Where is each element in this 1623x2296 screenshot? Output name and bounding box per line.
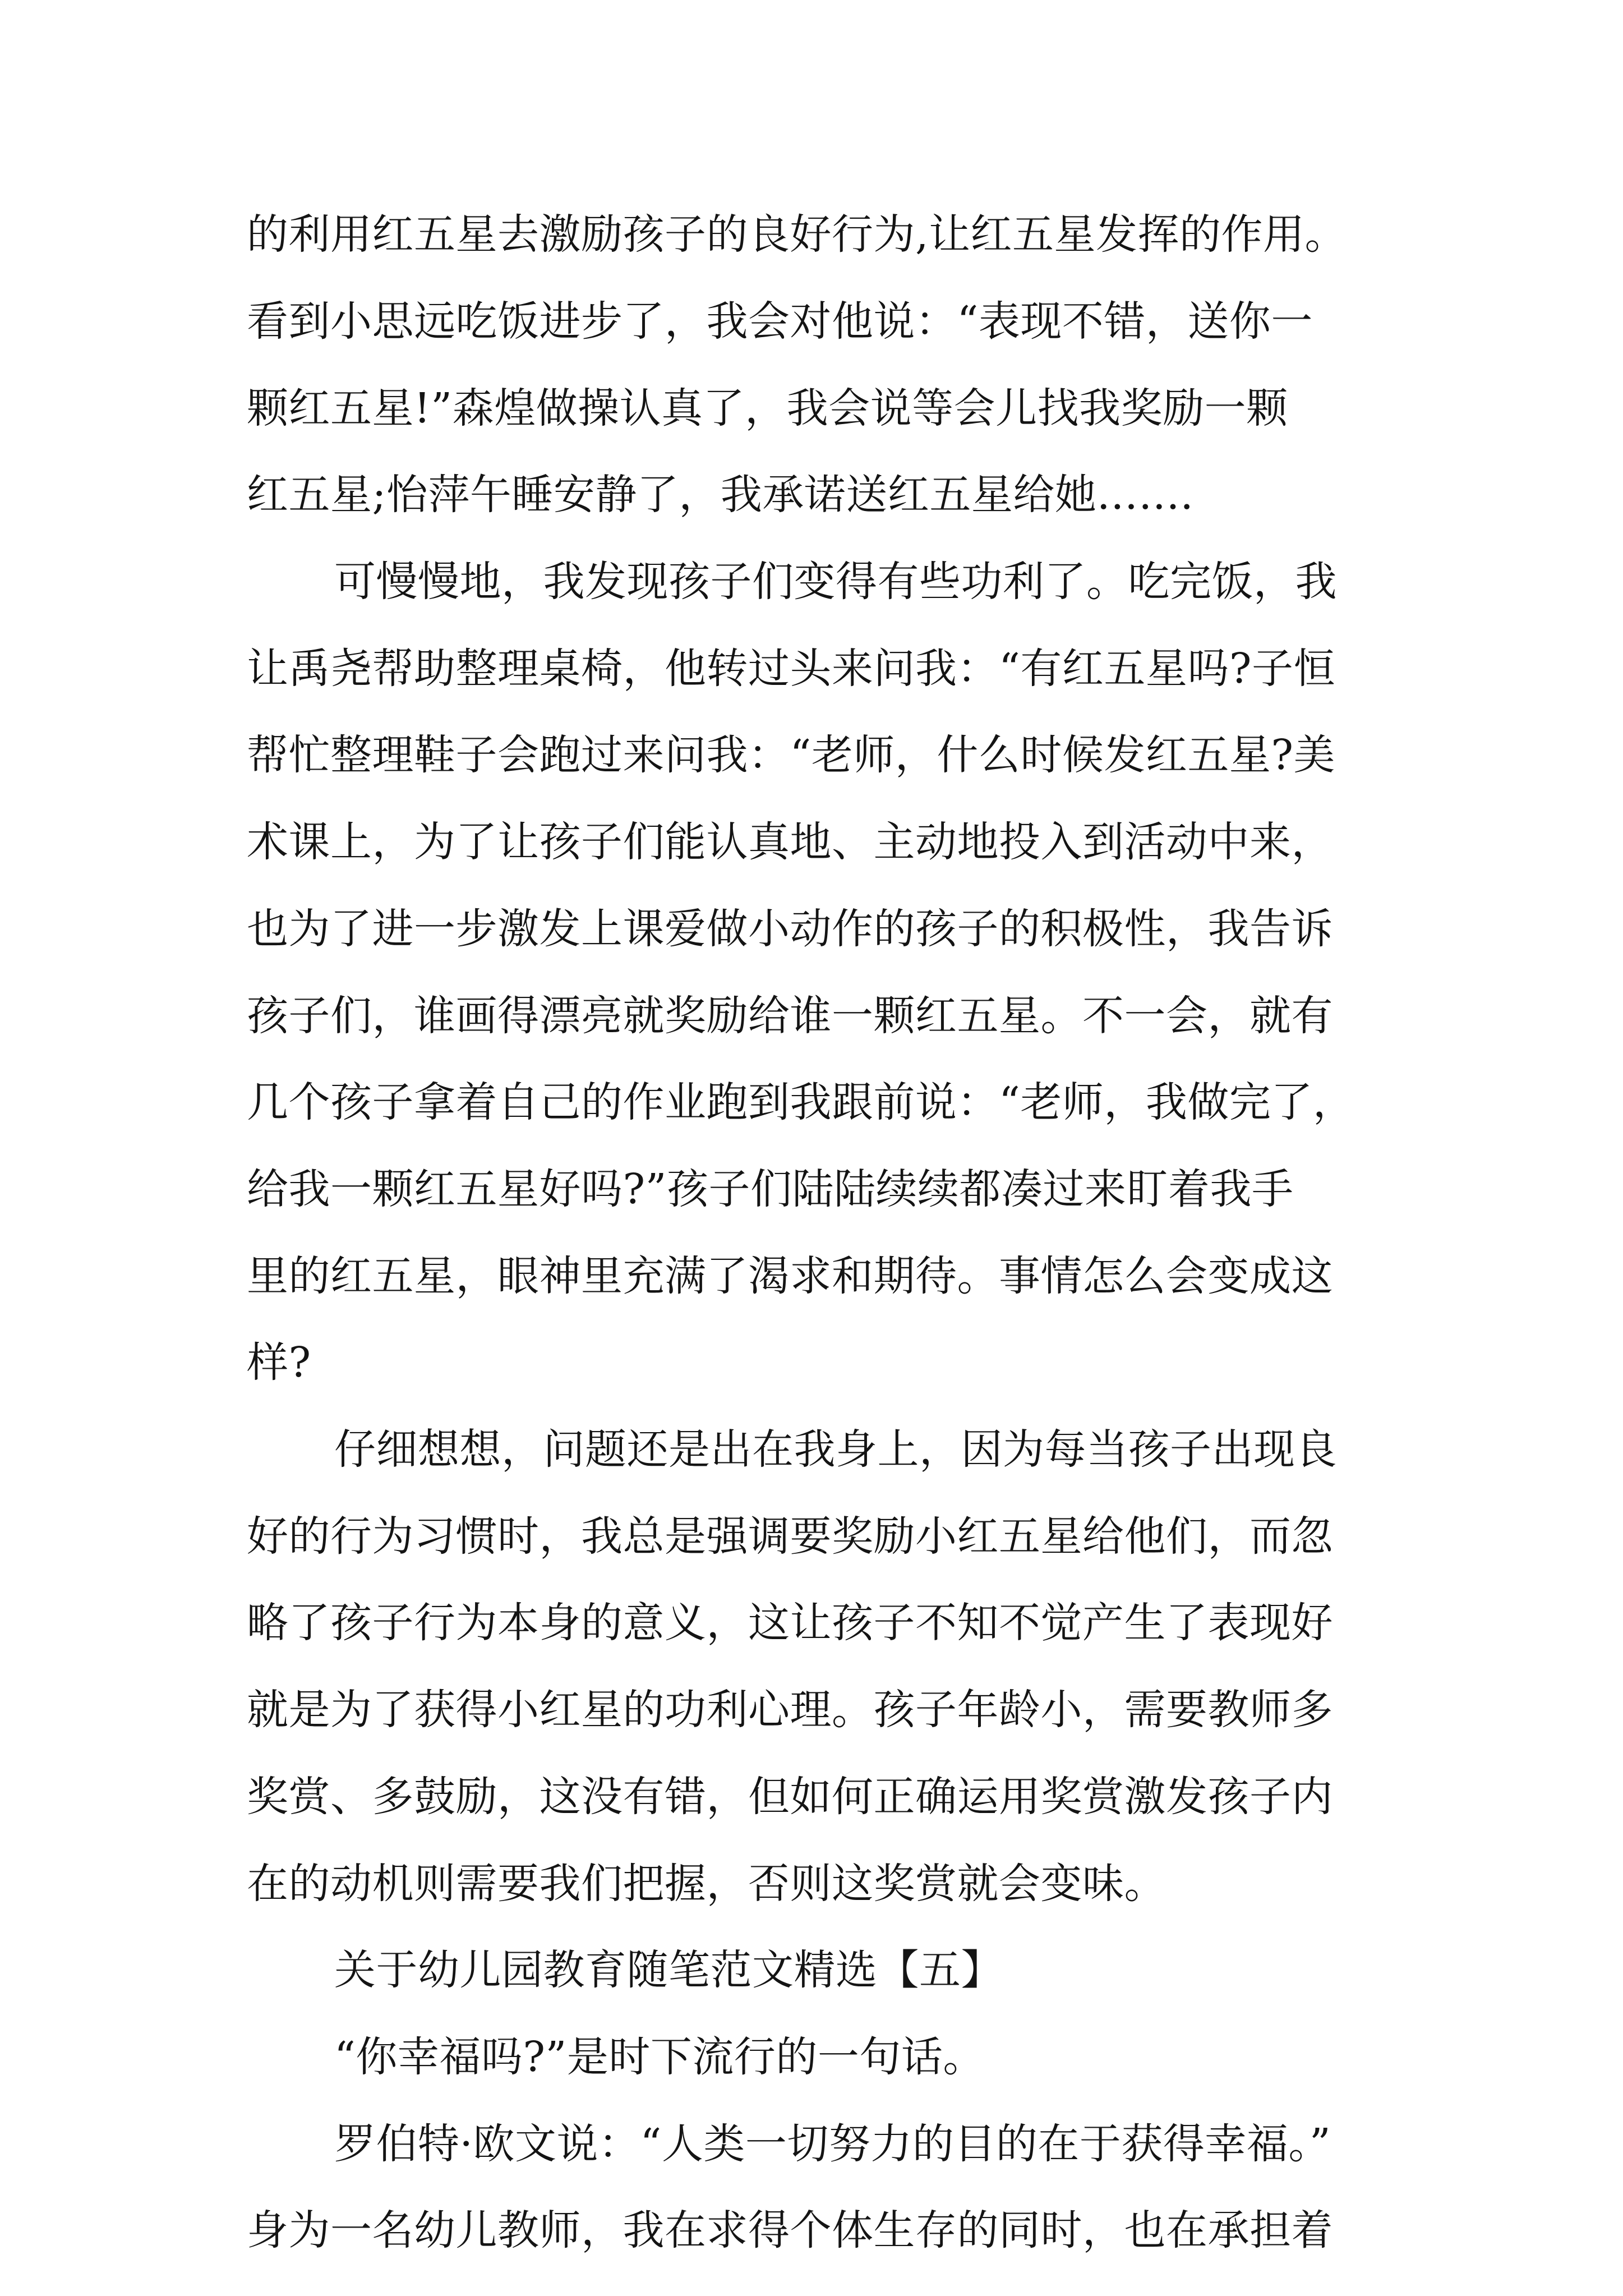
text-line: 里的红五星，眼神里充满了渴求和期待。事情怎么会变成这	[247, 1252, 1333, 1300]
text-line: 奖赏、多鼓励，这没有错，但如何正确运用奖赏激发孩子内	[247, 1773, 1333, 1821]
text-line: 孩子们，谁画得漂亮就奖励给谁一颗红五星。不一会，就有	[247, 992, 1333, 1040]
text-line: 好的行为习惯时，我总是强调要奖励小红五星给他们，而忽	[247, 1512, 1333, 1561]
text-line: 红五星;怡萍午睡安静了，我承诺送红五星给她…….	[247, 471, 1194, 519]
text-line: 在的动机则需要我们把握，否则这奖赏就会变味。	[247, 1860, 1166, 1908]
text-line: 略了孩子行为本身的意义，这让孩子不知不觉产生了表现好	[247, 1599, 1333, 1647]
text-line: 给我一颗红五星好吗?”孩子们陆陆续续都凑过来盯着我手	[247, 1165, 1294, 1213]
paragraph-first-line: 罗伯特·欧文说：“人类一切努力的目的在于获得幸福。”	[334, 2120, 1331, 2168]
paragraph-first-line: 仔细想想，问题还是出在我身上，因为每当孩子出现良	[334, 1425, 1337, 1474]
text-line: 颗红五星!”森煌做操认真了，我会说等会儿找我奖励一颗	[247, 384, 1288, 432]
text-line: 身为一名幼儿教师，我在求得个体生存的同时，也在承担着	[247, 2206, 1333, 2254]
text-line: 就是为了获得小红星的功利心理。孩子年龄小，需要教师多	[247, 1686, 1333, 1734]
paragraph-first-line: 可慢慢地，我发现孩子们变得有些功利了。吃完饭，我	[334, 558, 1337, 606]
text-line: 看到小思远吃饭进步了，我会对他说：“表现不错，送你一	[247, 297, 1313, 346]
text-line: 几个孩子拿着自己的作业跑到我跟前说：“老师，我做完了，	[247, 1078, 1355, 1126]
text-line: 帮忙整理鞋子会跑过来问我：“老师，什么时候发红五星?美	[247, 731, 1336, 779]
text-line: 也为了进一步激发上课爱做小动作的孩子的积极性，我告诉	[247, 905, 1333, 953]
text-line: 术课上，为了让孩子们能认真地、主动地投入到活动中来，	[247, 818, 1333, 866]
section-heading: 关于幼儿园教育随笔范文精选【五】	[334, 1946, 1003, 1994]
text-line: 让禹尧帮助整理桌椅，他转过头来问我：“有红五星吗?子恒	[247, 645, 1336, 693]
text-line: 样?	[247, 1338, 311, 1387]
text-line: 的利用红五星去激励孩子的良好行为,让红五星发挥的作用。	[247, 210, 1347, 259]
paragraph-first-line: “你幸福吗?”是时下流行的一句话。	[334, 2033, 985, 2081]
